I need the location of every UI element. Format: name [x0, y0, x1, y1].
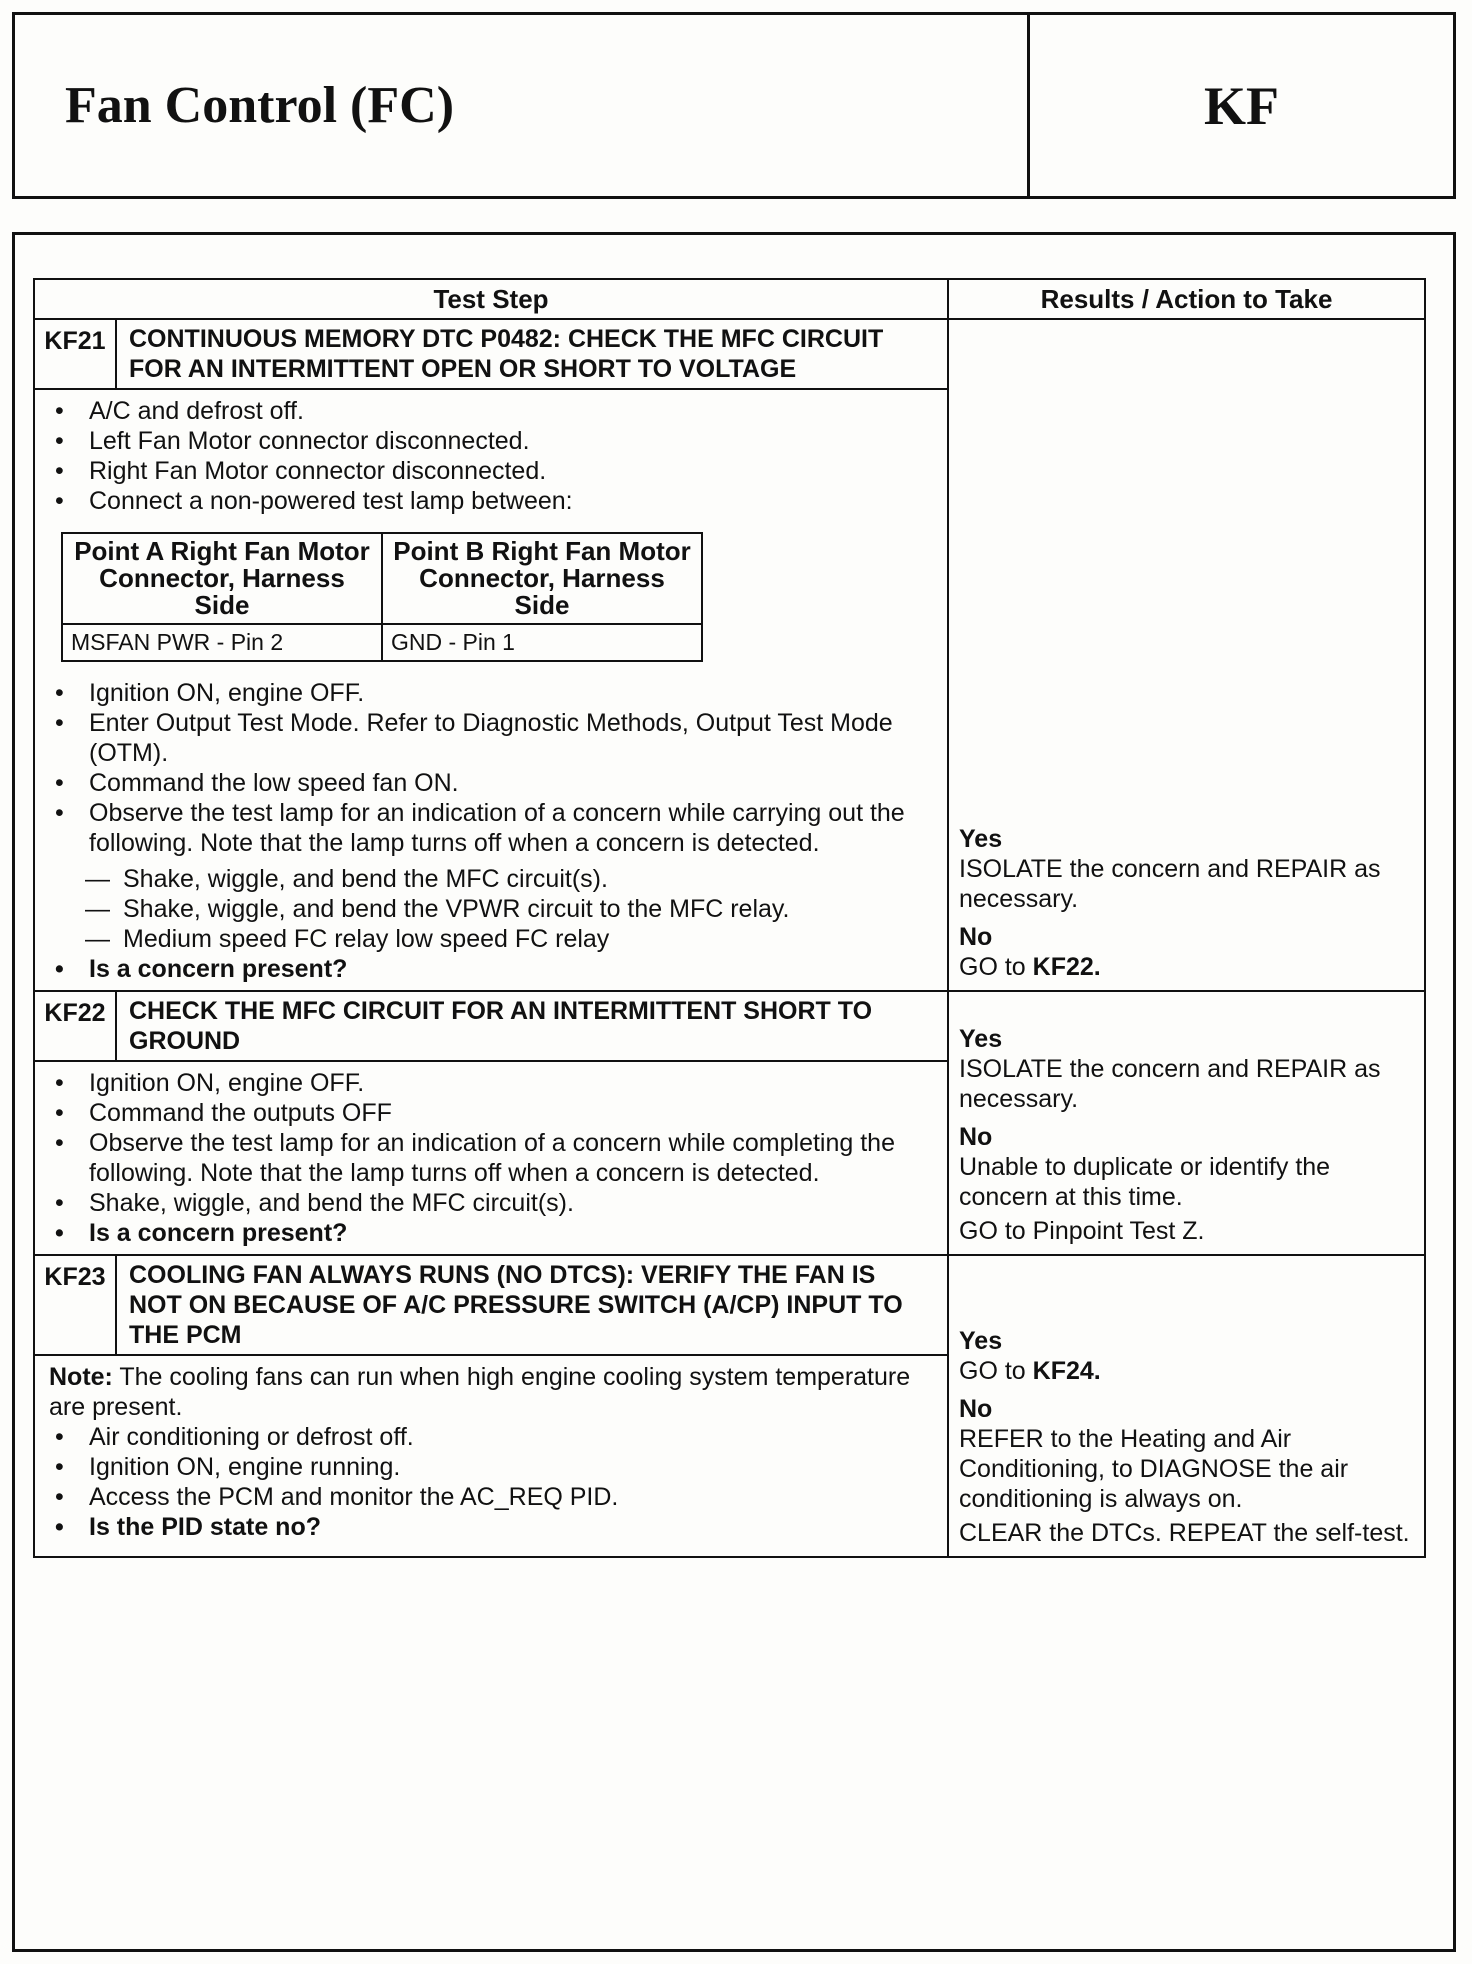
- step-body-kf23: [34, 1355, 948, 1557]
- step-kf23-heading-row: [34, 1255, 1425, 1355]
- list-item: • Left Fan Motor connector disconnected.: [49, 426, 935, 456]
- step-results-kf22: [948, 991, 1425, 1255]
- point-a-value: MSFAN PWR - Pin 2: [62, 624, 382, 661]
- list-item: • Ignition ON, engine OFF.: [49, 678, 935, 708]
- list-item: • Connect a non-powered test lamp between:: [49, 486, 935, 516]
- note-text: The cooling fans can run when high engine cooling system temperature are present.: [49, 1363, 911, 1421]
- step-question: • Is the PID state no?: [49, 1512, 935, 1542]
- spacer: [49, 1542, 935, 1550]
- yes-action: ISOLATE the concern and REPAIR as necessary.: [959, 1055, 1381, 1113]
- kf21-bullets-b: [49, 678, 935, 858]
- no-label: No: [959, 1123, 993, 1151]
- step-results-kf23: [948, 1255, 1425, 1557]
- step-id-kf21: KF21: [34, 319, 116, 389]
- no-action: [959, 952, 1414, 982]
- kf21-dash-list: [49, 864, 935, 954]
- no-label: No: [959, 923, 993, 951]
- list-item: • Observe the test lamp for an indication of a concern while carrying out the following. Note that the lamp turns off when a concern is detected.: [49, 798, 935, 858]
- no-action-text: GO to: [959, 953, 1033, 981]
- point-b-value: GND - Pin 1: [382, 624, 702, 661]
- test-lamp-points-table: [61, 532, 703, 662]
- list-item: — Medium speed FC relay low speed FC relay: [85, 924, 935, 954]
- table-header-row: [34, 279, 1425, 319]
- yes-action: [959, 1356, 1414, 1386]
- list-item: — Shake, wiggle, and bend the VPWR circuit to the MFC relay.: [85, 894, 935, 924]
- point-a-header: Point A Right Fan Motor Connector, Harness Side: [62, 533, 382, 624]
- list-item: • Right Fan Motor connector disconnected.: [49, 456, 935, 486]
- kf21-bullets-a: [49, 396, 935, 516]
- step-question: • Is a concern present?: [49, 1218, 935, 1248]
- list-item: • Air conditioning or defrost off.: [49, 1422, 935, 1452]
- list-item: • Command the low speed fan ON.: [49, 768, 935, 798]
- step-body-kf22: [34, 1061, 948, 1255]
- list-item: • Ignition ON, engine running.: [49, 1452, 935, 1482]
- no-label: No: [959, 1395, 993, 1423]
- yes-label: Yes: [959, 1025, 1003, 1053]
- yes-action-text: GO to: [959, 1357, 1033, 1385]
- note: [49, 1362, 935, 1422]
- yes-action: ISOLATE the concern and REPAIR as necessary.: [959, 855, 1381, 913]
- list-item: — Shake, wiggle, and bend the MFC circuit(s).: [85, 864, 935, 894]
- table-row: [62, 533, 702, 624]
- step-id-kf22: KF22: [34, 991, 116, 1061]
- list-item: • Ignition ON, engine OFF.: [49, 1068, 935, 1098]
- kf22-bullets: [49, 1068, 935, 1248]
- table-row: [62, 624, 702, 661]
- yes-label: Yes: [959, 1327, 1003, 1355]
- step-heading-kf21: CONTINUOUS MEMORY DTC P0482: CHECK THE MFC CIRCUIT FOR AN INTERMITTENT OPEN OR SHORT TO VOLTAGE: [116, 319, 948, 389]
- step-kf21-heading-row: [34, 319, 1425, 389]
- kf21-question: [49, 954, 935, 984]
- no-action-repeat: CLEAR the DTCs. REPEAT the self-test.: [959, 1519, 1410, 1547]
- page-title: Fan Control (FC): [15, 15, 1030, 196]
- list-item: • Command the outputs OFF: [49, 1098, 935, 1128]
- step-body-kf21: [34, 389, 948, 991]
- results-header: Results / Action to Take: [948, 279, 1425, 319]
- no-action: Unable to duplicate or identify the concern at this time.: [959, 1153, 1331, 1211]
- note-label: Note:: [49, 1363, 113, 1391]
- no-action: REFER to the Heating and Air Conditioning, to DIAGNOSE the air conditioning is always on.: [959, 1425, 1349, 1513]
- test-step-header: Test Step: [34, 279, 948, 319]
- no-action-goto: GO to Pinpoint Test Z.: [959, 1217, 1205, 1245]
- step-heading-kf23: COOLING FAN ALWAYS RUNS (NO DTCS): VERIFY THE FAN IS NOT ON BECAUSE OF A/C PRESSURE SWITCH (A/CP) INPUT TO THE PCM: [116, 1255, 948, 1355]
- list-item: • A/C and defrost off.: [49, 396, 935, 426]
- pinpoint-test-table: [33, 278, 1426, 1558]
- step-results-kf21: [948, 319, 1425, 991]
- step-question: • Is a concern present?: [49, 954, 935, 984]
- step-link-kf24: KF24.: [1032, 1357, 1101, 1385]
- list-item: • Observe the test lamp for an indication of a concern while completing the following. Note that the lamp turns off when a concern is detected.: [49, 1128, 935, 1188]
- list-item: • Enter Output Test Mode. Refer to Diagnostic Methods, Output Test Mode (OTM).: [49, 708, 935, 768]
- page-header: [12, 12, 1456, 199]
- list-item: • Access the PCM and monitor the AC_REQ PID.: [49, 1482, 935, 1512]
- step-link-kf22: KF22.: [1032, 953, 1101, 981]
- step-heading-kf22: CHECK THE MFC CIRCUIT FOR AN INTERMITTENT SHORT TO GROUND: [116, 991, 948, 1061]
- yes-label: Yes: [959, 825, 1003, 853]
- list-item: • Shake, wiggle, and bend the MFC circuit(s).: [49, 1188, 935, 1218]
- point-b-header: Point B Right Fan Motor Connector, Harness Side: [382, 533, 702, 624]
- section-code: KF: [1204, 75, 1279, 136]
- step-kf22-heading-row: [34, 991, 1425, 1061]
- kf23-bullets: [49, 1422, 935, 1542]
- step-id-kf23: KF23: [34, 1255, 116, 1355]
